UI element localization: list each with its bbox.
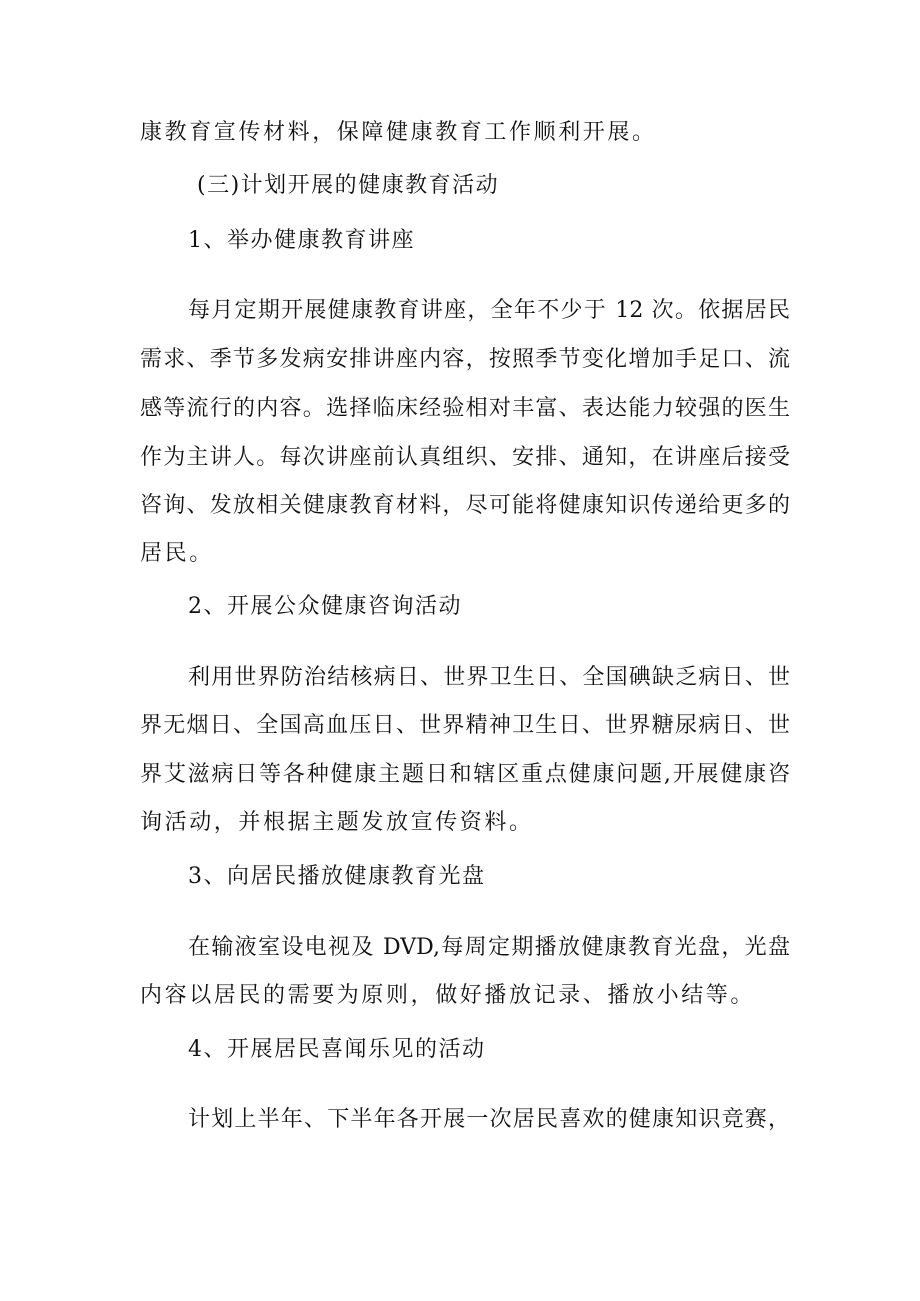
section-heading: (三)计划开展的健康教育活动 xyxy=(197,173,500,198)
paragraph-line: 界无烟日、全国高血压日、世界精神卫生日、世界糖尿病日、世 xyxy=(140,713,790,738)
paragraph-line: 需求、季节多发病安排讲座内容，按照季节变化增加手足口、流 xyxy=(140,347,790,372)
paragraph-line: 作为主讲人。每次讲座前认真组织、安排、通知，在讲座后接受 xyxy=(140,445,790,470)
paragraph-line: 计划上半年、下半年各开展一次居民喜欢的健康知识竞赛， xyxy=(188,1107,790,1132)
paragraph-line: 感等流行的内容。选择临床经验相对丰富、表达能力较强的医生 xyxy=(140,396,790,421)
paragraph-line: 利用世界防治结核病日、世界卫生日、全国碘缺乏病日、世 xyxy=(188,665,790,690)
paragraph-line: 居民。 xyxy=(140,541,214,566)
subsection-heading: 4、开展居民喜闻乐见的活动 xyxy=(188,1037,486,1062)
subsection-heading: 3、向居民播放健康教育光盘 xyxy=(188,864,486,889)
paragraph-line: 咨询、发放相关健康教育材料，尽可能将健康知识传递给更多的 xyxy=(140,493,790,518)
paragraph-line: 每月定期开展健康教育讲座，全年不少于 12 次。依据居民 xyxy=(188,298,790,323)
paragraph-line: 界艾滋病日等各种健康主题日和辖区重点健康问题,开展健康咨 xyxy=(140,762,790,787)
subsection-heading: 1、举办健康教育讲座 xyxy=(188,228,415,253)
paragraph-line: 在输液室设电视及 DVD,每周定期播放健康教育光盘，光盘 xyxy=(188,935,790,960)
paragraph-line: 康教育宣传材料，保障健康教育工作顺利开展。 xyxy=(140,120,657,145)
paragraph-line: 内容以居民的需要为原则，做好播放记录、播放小结等。 xyxy=(140,983,756,1008)
subsection-heading: 2、开展公众健康咨询活动 xyxy=(188,594,462,619)
paragraph-line: 询活动，并根据主题发放宣传资料。 xyxy=(140,810,534,835)
